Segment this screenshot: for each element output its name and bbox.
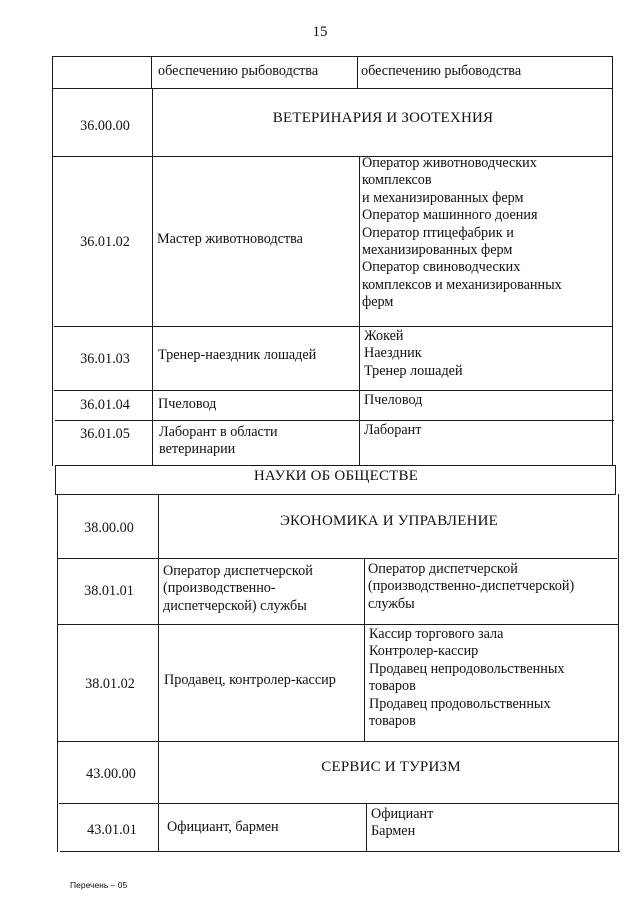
section-heading: ВЕТЕРИНАРИЯ И ЗООТЕХНИЯ <box>272 110 494 126</box>
table-cell-code: 36.01.05 <box>80 426 130 442</box>
table-cell-qualification: Пчеловод <box>364 392 423 408</box>
table-cell-name: Оператор диспетчерской (производственно- диспетчерской) службы <box>163 563 313 614</box>
table-cell-code: 43.00.00 <box>86 766 136 782</box>
table-cell-qualification: Лаборант <box>364 422 422 438</box>
table-cell-name: Лаборант в области ветеринарии <box>159 424 278 458</box>
table-cell-code: 38.01.02 <box>85 676 135 692</box>
table-cell-code: 36.01.02 <box>80 234 130 250</box>
table-cell-name: Тренер-наездник лошадей <box>158 347 317 363</box>
page-number: 15 <box>312 24 328 40</box>
table-cell-name: обеспечению рыбоводства <box>158 63 319 79</box>
table-cell-qualification: Кассир торгового зала Контролер-кассир Продавец непродовольственных товаров Продавец продовольственных товаров <box>369 626 565 730</box>
table-cell-code: 43.01.01 <box>87 822 137 838</box>
section-heading: СЕРВИС И ТУРИЗМ <box>321 759 461 775</box>
table-cell-qualification: Официант Бармен <box>371 806 434 840</box>
section-heading: ЭКОНОМИКА И УПРАВЛЕНИЕ <box>279 513 499 529</box>
table-cell-name: Официант, бармен <box>167 819 279 835</box>
table-cell-qualification: Оператор диспетчерской (производственно-диспетчерской) службы <box>368 561 575 612</box>
table-cell-code: 36.01.03 <box>80 351 130 367</box>
table-cell-name: Пчеловод <box>158 396 217 412</box>
table-cell-name: Мастер животноводства <box>157 231 303 247</box>
table-cell-qualification: Жокей Наездник Тренер лошадей <box>364 328 463 379</box>
table-cell-code: 38.00.00 <box>84 520 134 536</box>
footer-note: Перечень – 05 <box>70 880 128 890</box>
table-cell-code: 36.00.00 <box>80 118 130 134</box>
table-cell-qualification: обеспечению рыбоводства <box>361 63 522 79</box>
table-cell-name: Продавец, контролер-кассир <box>164 672 336 688</box>
table-cell-code: 38.01.01 <box>84 583 134 599</box>
group-heading: НАУКИ ОБ ОБЩЕСТВЕ <box>253 468 419 484</box>
table-cell-code: 36.01.04 <box>80 397 130 413</box>
table-cell-qualification: Оператор животноводческих комплексов и механизированных ферм Оператор машинного доения Оператор птицефабрик и механизированных ферм Оператор свиноводческих комплексов и механизированных ферм <box>362 155 562 311</box>
